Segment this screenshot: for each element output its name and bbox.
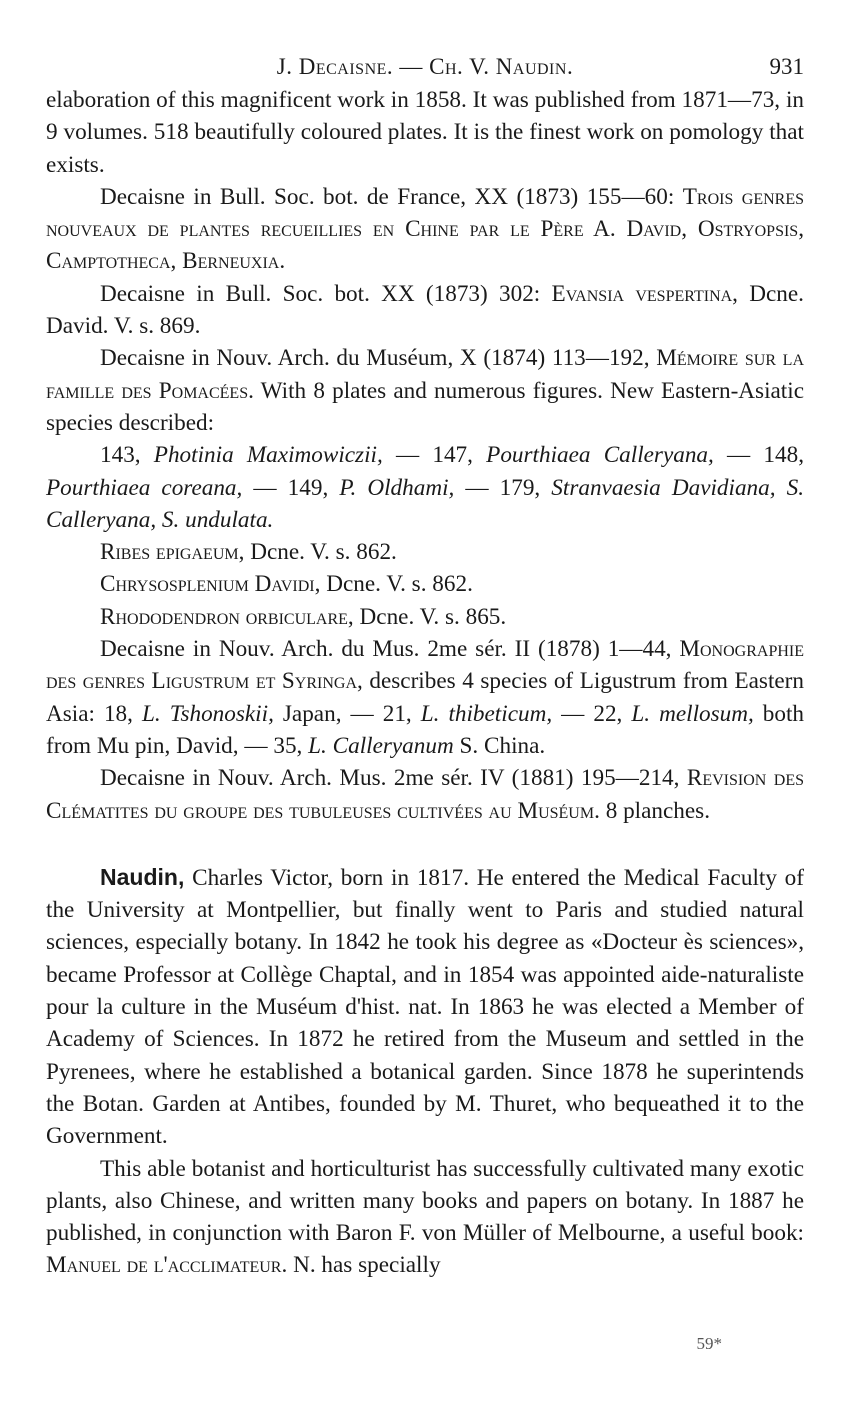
text-run: Decaisne in Nouv. Arch. du Mus. 2me sér. II (1878) 1—44,: [100, 636, 680, 663]
text-run: Decaisne in Bull. Soc. bot. XX (1873) 302:: [100, 280, 552, 307]
text-run: Dcne. V. s. 862.: [320, 571, 473, 598]
work-title: Trois genres nouveaux de plantes recueillies en Chine par le Père A. David, Ostryopsis, Camptotheca, Berneuxia.: [46, 183, 805, 275]
work-title: Monographie des genres Ligustrum et Syringa,: [46, 636, 804, 695]
paragraph-decaisne-1873a: [46, 181, 804, 278]
paragraph-chrysosplenium: [46, 568, 804, 600]
text-run: — 147,: [382, 442, 487, 469]
species-name: Chrysosplenium Davidi,: [100, 571, 321, 598]
text-run: Charles Victor, born in 1817. He entered the Medical Faculty of the University at Montpellier, but finally went to Paris and studied natural sciences, especially botany. In 1842 he took his degree as «Docteur ès sciences», became Professor at Collège Chaptal, and in 1854 was appointed aide-naturaliste pour la culture in the Muséum d'hist. nat. In 1863 he was elected a Member of Academy of Sciences. In 1872 he retired from the Museum and settled in the Pyrenees, where he established a botanical garden. Since 1878 he superintends the Botan. Garden at Antibes, founded by M. Thuret, who bequeathed it to the Government.: [46, 864, 804, 1150]
text-run: Decaisne in Nouv. Arch. du Muséum, X (1874) 113—192,: [100, 345, 657, 372]
paragraph-continuation: [46, 84, 804, 181]
work-title: Revision des Clématites du groupe des tubuleuses cultivées au Muséum.: [46, 765, 804, 824]
text-run: — 22,: [552, 700, 632, 727]
species-name: Evansia vespertina,: [551, 280, 738, 307]
signature-mark: 59*: [696, 1334, 722, 1353]
text-run: Decaisne in Nouv. Arch. Mus. 2me sér. IV (1881) 195—214,: [100, 765, 687, 792]
text-run: both from Mu pin, David, — 35,: [46, 700, 805, 759]
work-title: Mémoire sur la famille des Pomacées.: [46, 345, 804, 404]
paragraph-rhododendron: [46, 601, 804, 633]
species-name: Ribes epigaeum,: [100, 539, 245, 566]
text-run: N. has specially: [287, 1252, 441, 1279]
paragraph-decaisne-1881: [46, 762, 804, 827]
text-run: — 148,: [713, 442, 805, 469]
page-header: [46, 40, 804, 84]
species-name: Rhododendron orbiculare,: [100, 603, 354, 630]
species-name: L. Calleryanum: [308, 732, 454, 759]
paragraph-naudin-works: [46, 1153, 804, 1282]
text-run: — 179,: [454, 474, 552, 501]
text-run: 143,: [100, 442, 154, 469]
text-run: Dcne. David. V. s. 869.: [46, 280, 804, 340]
text-run: With 8 plates and numerous figures. New Eastern-Asiatic species described:: [46, 377, 804, 436]
text-run: Japan, — 21,: [273, 700, 421, 727]
text-run: — 149,: [242, 474, 340, 501]
species-name: L. Tshonoskii,: [141, 700, 274, 727]
species-name: L. thibeticum,: [420, 700, 553, 727]
paragraph-ribes: [46, 536, 804, 568]
text-run: 8 planches.: [599, 797, 710, 824]
running-head: J. Decaisne. — Ch. V. Naudin.: [276, 54, 574, 79]
text-run: describes 4 species of Ligustrum from Eastern Asia: 18,: [46, 668, 805, 727]
paragraph-species-list: [46, 439, 804, 536]
species-name: Pourthiaea Calleryana,: [486, 442, 714, 469]
text-run: elaboration of this magnificent work in 1858. It was published from 1871—73, in 9 volumes. 518 beautifully coloured plates. It is the finest work on pomology that exists.: [46, 87, 804, 178]
section-gap: [46, 827, 804, 861]
species-name: Stranvaesia Davidiana, S. Calleryana, S. undulata.: [46, 474, 804, 533]
document-page: [46, 40, 804, 1282]
entry-name: Naudin,: [100, 863, 185, 890]
paragraph-decaisne-1878: [46, 633, 804, 762]
paragraph-decaisne-1873b: [46, 278, 804, 343]
species-name: L. mellosum,: [631, 700, 754, 727]
paragraph-decaisne-1874: [46, 342, 804, 439]
page-number: 931: [769, 54, 804, 79]
species-name: Pourthiaea coreana,: [46, 474, 243, 501]
work-title: Manuel de l'acclimateur.: [46, 1252, 288, 1279]
text-run: Dcne. V. s. 862.: [244, 539, 397, 566]
text-run: This able botanist and horticulturist has successfully cultivated many exotic plants, also Chinese, and written many books and papers on botany. In 1887 he published, in conjunction with Baron F. von Müller of Melbourne, a useful book:: [46, 1155, 804, 1247]
text-run: Decaisne in Bull. Soc. bot. de France, XX (1873) 155—60:: [100, 183, 683, 210]
text-run: S. China.: [453, 732, 546, 759]
body-text: [46, 84, 804, 1282]
species-name: Photinia Maximowiczii,: [153, 442, 383, 469]
text-run: Dcne. V. s. 865.: [353, 603, 507, 630]
species-name: P. Oldhami,: [339, 474, 455, 501]
paragraph-naudin-bio: [46, 861, 804, 1153]
